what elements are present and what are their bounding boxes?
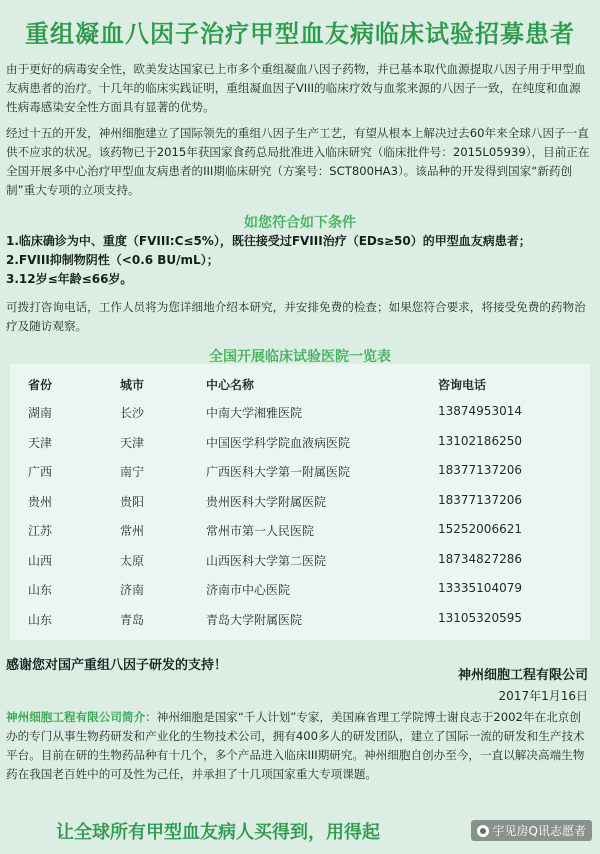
cell-province: 广西 bbox=[28, 465, 53, 479]
header-city: 城市 bbox=[120, 378, 145, 392]
watermark-text: 宇见房Q讯志愿者 bbox=[492, 824, 586, 838]
cell-city: 太原 bbox=[120, 553, 145, 568]
company-intro bbox=[6, 708, 592, 784]
cell-city: 天津 bbox=[120, 435, 145, 450]
cell-center: 中国医学科学院血液病医院 bbox=[206, 435, 351, 450]
cell-phone: 13105320595 bbox=[438, 610, 522, 625]
cell-phone: 18377137206 bbox=[438, 492, 522, 507]
cell-city: 济南 bbox=[120, 583, 145, 597]
cell-center: 中南大学湘雅医院 bbox=[206, 406, 303, 420]
page-title: 重组凝血八因子治疗甲型血友病临床试验招募患者 bbox=[25, 19, 575, 48]
header-province: 省份 bbox=[28, 378, 53, 392]
paragraph-development: 经过十五的开发，神州细胞建立了国际领先的重组八因子生产工艺，有望从根本上解决过去60年来全球八因子一直供不应求的状况。该药物已于2015年获国家食药总局批准进入临床研究（临床批件号：2015L05939），目前正在全国开展多中心治疗甲型血友病患者的III期临床研究（方案号：SCT800HA3）。该品种的开发得到国家“新药创制”重大专项的立项支持。 bbox=[6, 126, 590, 197]
cell-center: 青岛大学附属医院 bbox=[206, 612, 303, 627]
cell-phone: 18734827286 bbox=[438, 551, 522, 566]
company-intro-label: 神州细胞工程有限公司简介： bbox=[6, 710, 157, 724]
hospital-table bbox=[10, 364, 590, 640]
conditions-heading: 如您符合如下条件 bbox=[244, 215, 356, 231]
slogan-text: 让全球所有甲型血友病人买得到，用得起 bbox=[56, 822, 380, 843]
cell-province: 湖南 bbox=[28, 406, 53, 420]
thanks-text: 感谢您对国产重组八因子研发的支持！ bbox=[6, 658, 228, 673]
condition-item-3: 3.12岁≤年龄≤66岁。 bbox=[6, 272, 133, 286]
cell-province: 贵州 bbox=[28, 494, 53, 509]
contact-paragraph: 可拨打咨询电话，工作人员将为您详细地介绍本研究，并安排免费的检查；如果您符合要求，将接受免费的药物治疗及随访观察。 bbox=[6, 300, 586, 333]
cell-center: 广西医科大学第一附属医院 bbox=[206, 465, 351, 479]
cell-phone: 15252006621 bbox=[438, 522, 522, 536]
wechat-icon bbox=[477, 825, 489, 837]
cell-city: 常州 bbox=[120, 524, 145, 538]
cell-center: 贵州医科大学附属医院 bbox=[206, 494, 327, 509]
cell-phone: 13874953014 bbox=[438, 404, 522, 418]
cell-city: 青岛 bbox=[120, 612, 145, 627]
cell-center: 常州市第一人民医院 bbox=[206, 524, 315, 538]
cell-province: 山西 bbox=[28, 553, 53, 568]
company-name: 神州细胞工程有限公司 bbox=[457, 668, 588, 683]
company-intro-text: 神州细胞是国家“千人计划”专家，美国麻省理工学院博士谢良志于2002年在北京创办的专门从事生物药研发和产业化的生物技术公司，拥有400多人的研发团队，建立了国际一流的研发和生产技术平台。目前在研的生物药品种有十几个，多个产品进入临床III期研究。神州细胞自创办至今，一直以解决高端生物药在我国老百姓中的可及性为己任，并承担了十几项国家重大专项课题。 bbox=[6, 710, 585, 781]
hospital-table-title: 全国开展临床试验医院一览表 bbox=[209, 349, 391, 365]
cell-center: 济南市中心医院 bbox=[206, 583, 291, 597]
cell-phone: 13335104079 bbox=[438, 581, 522, 595]
date-text: 2017年1月16日 bbox=[498, 689, 588, 703]
footer-banner bbox=[0, 810, 600, 854]
cell-center: 山西医科大学第二医院 bbox=[206, 553, 327, 568]
cell-city: 长沙 bbox=[120, 406, 145, 420]
header-center: 中心名称 bbox=[206, 378, 255, 392]
cell-province: 山东 bbox=[28, 583, 53, 597]
watermark bbox=[471, 820, 592, 841]
cell-city: 南宁 bbox=[120, 465, 145, 479]
paragraph-background: 由于更好的病毒安全性，欧美发达国家已上市多个重组凝血八因子药物，并已基本取代血源提取八因子用于甲型血友病患者的治疗。十几年的临床实践证明，重组凝血因子VIII的临床疗效与血浆来源的八因子一致，在纯度和血源性病毒感染安全性方面具有显著的优势。 bbox=[6, 62, 586, 114]
cell-province: 江苏 bbox=[28, 524, 53, 538]
condition-item-2: 2.FVIII抑制物阴性（<0.6 BU/mL）； bbox=[6, 253, 219, 267]
header-phone: 咨询电话 bbox=[438, 378, 487, 392]
cell-province: 天津 bbox=[28, 435, 53, 450]
cell-phone: 13102186250 bbox=[438, 433, 522, 448]
cell-phone: 18377137206 bbox=[438, 463, 522, 477]
cell-city: 贵阳 bbox=[120, 494, 145, 509]
condition-item-1: 1.临床确诊为中、重度（FVIII:C≤5%），既往接受过FVIII治疗（EDs≥50）的甲型血友病患者； bbox=[6, 234, 531, 248]
cell-province: 山东 bbox=[28, 612, 53, 627]
